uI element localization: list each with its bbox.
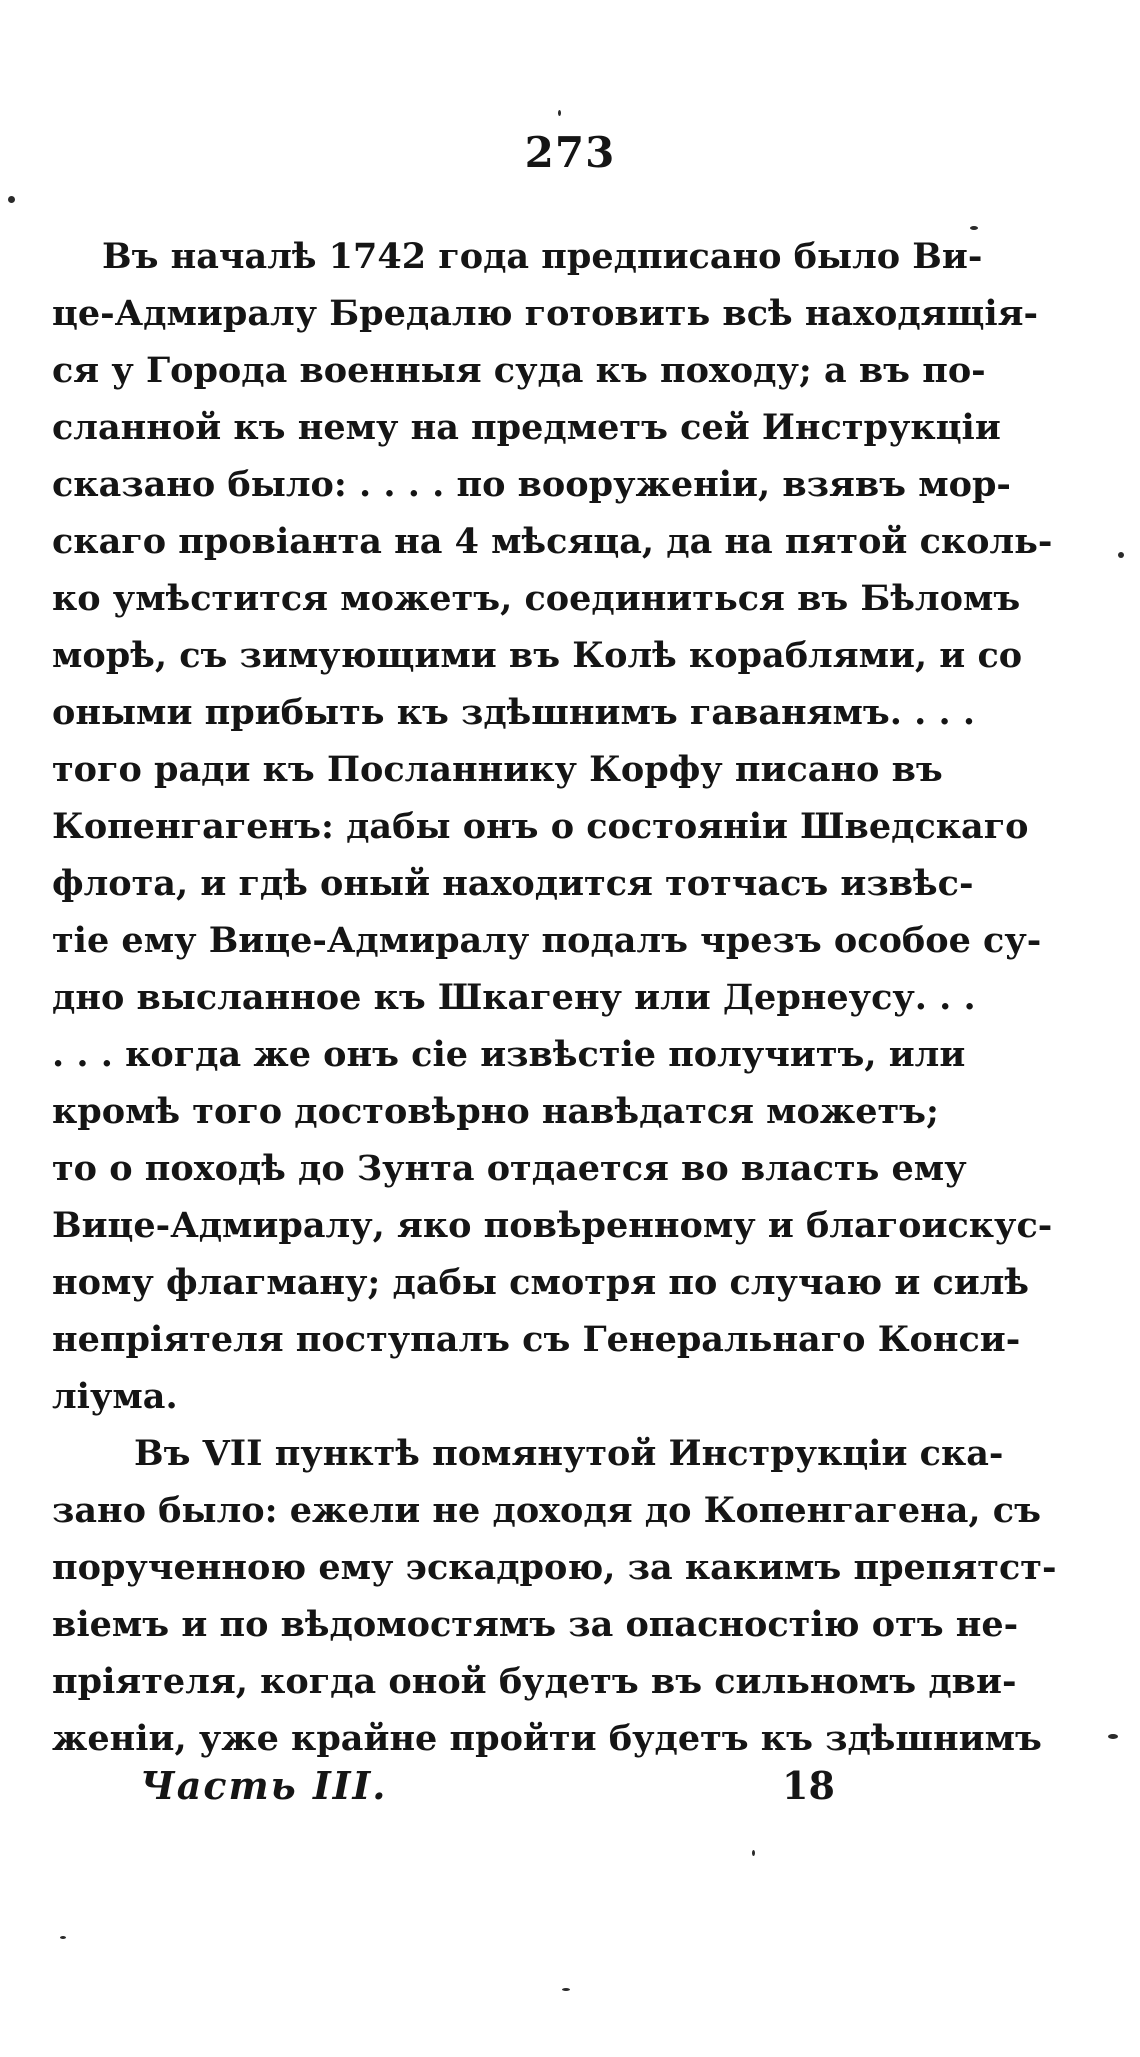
scan-speck xyxy=(562,1988,570,1991)
scan-speck xyxy=(60,1936,66,1939)
text-line: кромѣ того достовѣрно навѣдатся можетъ; xyxy=(52,1091,939,1132)
text-line: ному флагману; дабы смотря по случаю и силѣ xyxy=(52,1262,1030,1303)
page-number: 273 xyxy=(524,128,616,177)
text-line: сланной къ нему на предметъ сей Инструкцiи xyxy=(52,407,1001,448)
page-footer xyxy=(140,1758,900,1814)
text-line: то о походѣ до Зунта отдается во власть ему xyxy=(52,1148,967,1189)
scan-speck xyxy=(8,196,15,203)
text-line: це-Адмиралу Бредалю готовить всѣ находящiя- xyxy=(52,293,1039,334)
scan-speck xyxy=(1118,552,1124,558)
signature-sheet-number: 18 xyxy=(782,1763,835,1808)
text-line: зано было: ежели не доходя до Копенгагена, съ xyxy=(52,1490,1041,1531)
text-line: флота, и гдѣ оный находится тотчасъ извѣс- xyxy=(52,863,974,904)
body-text xyxy=(52,228,1057,1767)
text-line: женiи, уже крайне пройти будетъ къ здѣшнимъ xyxy=(52,1718,1042,1759)
text-line: порученною ему эскадрою, за какимъ препятст- xyxy=(52,1547,1057,1588)
text-line: прiятеля, когда оной будетъ въ сильномъ дви- xyxy=(52,1661,1017,1702)
text-line: Въ началѣ 1742 года предписано было Ви- xyxy=(102,236,983,277)
text-line: того ради къ Посланнику Корфу писано въ xyxy=(52,749,943,790)
text-line: скаго провiанта на 4 мѣсяца, да на пятой сколь- xyxy=(52,521,1053,562)
text-line: непрiятеля поступалъ съ Генеральнаго Конси- xyxy=(52,1319,1021,1360)
text-line: морѣ, съ зимующими въ Колѣ кораблями, и со xyxy=(52,635,1023,676)
text-line: . . . когда же онъ сiе извѣстiе получитъ, или xyxy=(52,1034,966,1075)
scan-speck xyxy=(558,110,561,116)
text-line: сказано было: . . . . по вооруженiи, взявъ мор- xyxy=(52,464,1011,505)
text-line: вiемъ и по вѣдомостямъ за опасностiю отъ не- xyxy=(52,1604,1019,1645)
text-line: тiе ему Вице-Адмиралу подалъ чрезъ особое су- xyxy=(52,920,1042,961)
text-line: Копенгагенъ: дабы онъ о состоянiи Шведскаго xyxy=(52,806,1029,847)
text-line: ко умѣстится можетъ, соединиться въ Бѣломъ xyxy=(52,578,1021,619)
signature-part: Часть III. xyxy=(140,1763,388,1808)
text-line: лiума. xyxy=(52,1376,178,1417)
text-line: оными прибыть къ здѣшнимъ гаванямъ. . . . xyxy=(52,692,976,733)
text-line: дно высланное къ Шкагену или Дернеусу. . . xyxy=(52,977,976,1018)
scan-speck xyxy=(1108,1734,1118,1739)
text-line: Въ VII пунктѣ помянутой Инструкцiи ска- xyxy=(134,1433,1004,1474)
scan-speck xyxy=(970,226,978,230)
text-line: ся у Города военныя суда къ походу; а въ по- xyxy=(52,350,986,391)
text-line: Вице-Адмиралу, яко повѣренному и благоискус- xyxy=(52,1205,1053,1246)
scan-speck xyxy=(752,1850,755,1856)
